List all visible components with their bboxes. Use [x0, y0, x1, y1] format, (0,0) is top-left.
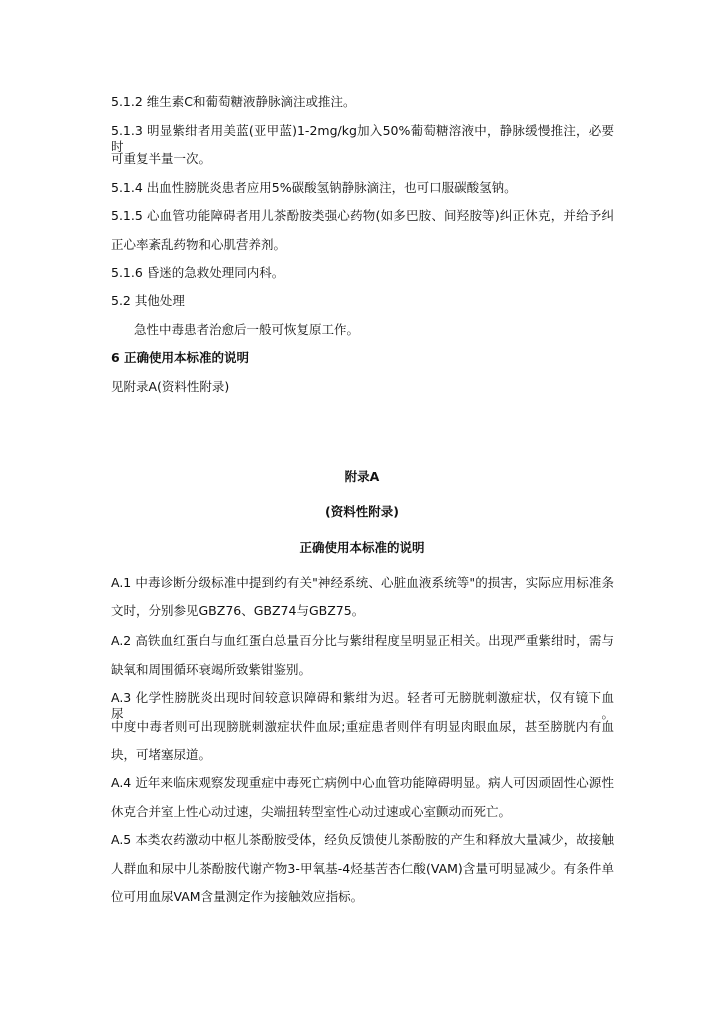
appendix-a3-line-3: 块，可堵塞尿道。: [111, 747, 212, 762]
appendix-a5-line-2: 人群血和尿中儿茶酚胺代谢产物3-甲氧基-4烃基苦杏仁酸(VAM)含量可明显减少。有条件单: [111, 861, 614, 876]
section-5-1-3-line-2: 可重复半量一次。: [111, 151, 212, 166]
section-5-1-4: 5.1.4 出血性膀胱炎患者应用5%碳酸氢钠静脉滴注，也可口服碳酸氢钠。: [111, 180, 517, 195]
section-5-1-5-line-1: 5.1.5 心血管功能障碍者用儿茶酚胺类强心药物(如多巴胺、间羟胺等)纠正休克，并给予纠: [111, 208, 614, 223]
appendix-a3-line-1: A.3 化学性膀胱炎出现时间较意识障碍和紫绀为迟。轻者可无膀胱刺激症状，仅有镜下血尿。: [111, 690, 614, 721]
appendix-a4-line-1: A.4 近年来临床观察发现重症中毒死亡病例中心血管功能障碍明显。病人可因顽固性心源性: [111, 775, 614, 790]
appendix-subtitle: (资料性附录): [325, 504, 399, 519]
section-6-body: 见附录A(资料性附录): [111, 379, 230, 394]
section-5-2-body: 急性中毒患者治愈后一般可恢复原工作。: [134, 322, 360, 337]
appendix-a1-line-2: 文时，分别参见GBZ76、GBZ74与GBZ75。: [111, 603, 365, 618]
section-6-heading: 6 正确使用本标准的说明: [111, 350, 250, 365]
appendix-a2-line-2: 缺氧和周围循环衰竭所致紫钳鉴别。: [111, 662, 312, 677]
appendix-a5-line-3: 位可用血尿VAM含量测定作为接触效应指标。: [111, 889, 364, 904]
section-5-1-3-line-1: 5.1.3 明显紫绀者用美蓝(亚甲蓝)1-2mg/kg加入50%葡萄糖溶液中，静脉缓慢推注，必要时: [111, 123, 614, 154]
appendix-title: 附录A: [344, 469, 380, 484]
appendix-a2-line-1: A.2 高铁血红蛋白与血红蛋白总量百分比与紫绀程度呈明显正相关。出现严重紫绀时，需与: [111, 633, 614, 648]
appendix-a5-line-1: A.5 本类农药激动中枢儿茶酚胺受体，经负反馈使儿茶酚胺的产生和释放大量减少，故接触: [111, 832, 614, 847]
appendix-a3-line-2: 中度中毒者则可出现膀胱刺激症状件血尿;重症患者则伴有明显肉眼血尿，甚至膀胱内有血: [111, 719, 614, 734]
section-5-2-heading: 5.2 其他处理: [111, 293, 185, 308]
appendix-a1-line-1: A.1 中毒诊断分级标准中提到约有关"神经系统、心脏血液系统等"的损害，实际应用标准条: [111, 575, 614, 590]
section-5-1-2: 5.1.2 维生素C和葡萄糖液静脉滴注或推注。: [111, 94, 356, 109]
section-5-1-6: 5.1.6 昏迷的急救处理同内科。: [111, 265, 285, 280]
section-5-1-5-line-2: 正心率紊乱药物和心肌营养剂。: [111, 237, 287, 252]
appendix-a4-line-2: 休克合并室上性心动过速，尖端扭转型室性心动过速或心室颤动而死亡。: [111, 804, 512, 819]
appendix-heading: 正确使用本标准的说明: [299, 540, 425, 555]
